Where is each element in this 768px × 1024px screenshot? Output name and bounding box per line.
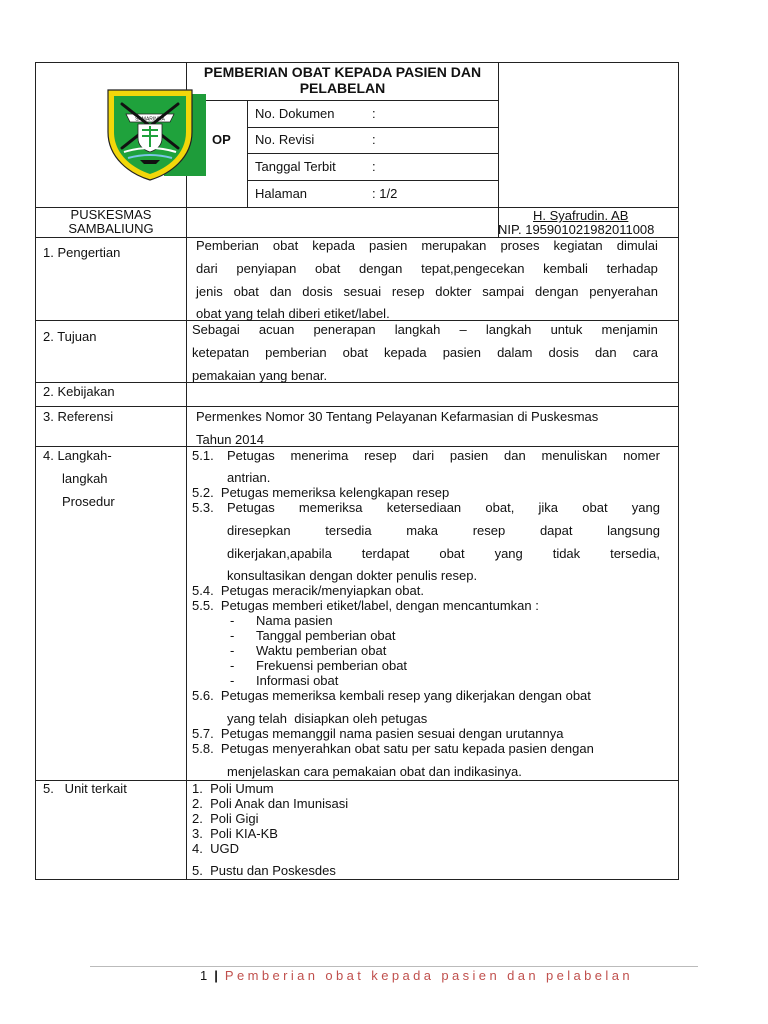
word: cara — [632, 345, 658, 360]
word: dengan — [359, 261, 403, 276]
row-line-4 — [35, 406, 678, 407]
step-5-1-line-2: antrian. — [227, 470, 271, 485]
signer-name: H. Syafrudin. AB — [533, 208, 629, 223]
unit-item-6: 5. Pustu dan Poskesdes — [192, 863, 336, 878]
title-line-2: PELABELAN — [299, 80, 386, 96]
word: pasien — [442, 345, 482, 360]
unit-item-5: 4. UGD — [192, 841, 239, 856]
word: obat — [233, 284, 259, 299]
label-item-dash-3: - — [230, 643, 235, 658]
header-row-line-3 — [247, 180, 499, 181]
section-label-kebijakan: 2. Kebijakan — [43, 384, 115, 399]
unit-item-4: 3. Poli KIA-KB — [192, 826, 278, 841]
tujuan-line-3: pemakaian yang benar. — [192, 368, 328, 383]
word: yang — [494, 546, 523, 561]
word: dimulai — [616, 238, 658, 253]
table-border-bottom — [35, 879, 678, 880]
word: proses — [500, 238, 540, 253]
word: Sebagai — [192, 322, 240, 337]
word: dikerjakan,apabila — [227, 546, 332, 561]
word: merupakan — [421, 238, 487, 253]
word: resep — [391, 284, 425, 299]
step-5-3-number: 5.3. — [192, 500, 214, 515]
footer-text: Pemberian obat kepada pasien dan pelabelan — [224, 968, 633, 983]
label-item-dash-1: - — [230, 613, 235, 628]
tujuan-line-1 — [192, 322, 658, 337]
table-border-left — [35, 62, 36, 880]
org-line-1: PUSKESMAS — [70, 207, 152, 222]
word: diresepkan — [227, 523, 291, 538]
word: dan — [594, 345, 617, 360]
header-row-line-0 — [186, 100, 499, 101]
step-5-6-line-1: 5.6. Petugas memeriksa kembali resep yang dikerjakan dengan obat — [192, 688, 591, 703]
table-border-top — [35, 62, 678, 63]
word: resep — [472, 523, 506, 538]
word: obat — [439, 546, 465, 561]
step-5-1-line-1 — [227, 448, 660, 463]
org-line-2: SAMBALIUNG — [68, 221, 154, 236]
word: tepat,pengecekan — [421, 261, 525, 276]
word: obat — [315, 261, 341, 276]
word: untuk — [550, 322, 583, 337]
word: resep — [364, 448, 397, 463]
step-5-6-line-2: yang telah disiapkan oleh petugas — [227, 711, 428, 726]
footer-rule — [90, 966, 698, 967]
footer — [200, 968, 633, 983]
header-row-line-1 — [247, 127, 499, 128]
label-item-4: Frekuensi pemberian obat — [256, 658, 408, 673]
label-item-dash-5: - — [230, 673, 235, 688]
logo-ribbon-text: SAMARINDA — [135, 116, 165, 123]
field-label-halaman: Halaman — [255, 186, 308, 201]
pengertian-line-2 — [196, 261, 658, 276]
word: kembali — [543, 261, 588, 276]
step-5-8-line-1: 5.8. Petugas menyerahkan obat satu per satu kepada pasien dengan — [192, 741, 594, 756]
word: pemberian — [265, 345, 327, 360]
word: penyerahan — [589, 284, 658, 299]
section-label-prosedur-1: 4. Langkah- — [43, 448, 112, 463]
word: ketersediaan — [386, 500, 462, 515]
sop-label: OP — [212, 132, 231, 147]
signer-nip: NIP. 195901021982011008 — [498, 222, 655, 237]
step-5-3-line-1 — [227, 500, 660, 515]
word: Petugas — [227, 500, 275, 515]
field-label-no-revisi: No. Revisi — [255, 132, 315, 147]
section-label-unit-terkait: 5. Unit terkait — [43, 781, 127, 796]
referensi-line-1: Permenkes Nomor 30 Tentang Pelayanan Kefarmasian di Puskesmas — [196, 409, 599, 424]
unit-item-1: 1. Poli Umum — [192, 781, 274, 796]
word: menjamin — [601, 322, 658, 337]
word: dokter — [435, 284, 472, 299]
footer-page-number: 1 — [200, 968, 208, 983]
header-row-line-2 — [247, 153, 499, 154]
word: dapat — [539, 523, 573, 538]
word: – — [459, 322, 467, 337]
word: kegiatan — [553, 238, 603, 253]
step-5-5: 5.5. Petugas memberi etiket/label, dengan mencantumkan : — [192, 598, 539, 613]
word: Pemberian — [196, 238, 259, 253]
word: obat — [272, 238, 299, 253]
word: sesuai — [343, 284, 382, 299]
field-label-tanggal-terbit: Tanggal Terbit — [255, 159, 336, 174]
pengertian-line-3 — [196, 284, 658, 299]
word: dan — [504, 448, 526, 463]
word: Petugas — [227, 448, 275, 463]
word: pasien — [449, 448, 489, 463]
word: dari — [412, 448, 435, 463]
step-5-3-line-3 — [227, 546, 660, 561]
word: jenis — [196, 284, 223, 299]
unit-item-3: 2. Poli Gigi — [192, 811, 259, 826]
pengertian-line-1 — [196, 238, 658, 253]
step-5-4: 5.4. Petugas meracik/menyiapkan obat. — [192, 583, 424, 598]
word: pasien — [368, 238, 408, 253]
header-col-line-right — [498, 62, 499, 207]
field-value-no-dokumen: : — [372, 106, 376, 121]
word: menerima — [290, 448, 349, 463]
section-label-prosedur-2: langkah — [62, 471, 108, 486]
label-item-2: Tanggal pemberian obat — [256, 628, 396, 643]
field-value-tanggal-terbit: : — [372, 159, 376, 174]
document-title — [187, 64, 498, 96]
word: obat — [342, 345, 368, 360]
step-5-1-number: 5.1. — [192, 448, 214, 463]
word: obat — [582, 500, 608, 515]
label-item-dash-4: - — [230, 658, 235, 673]
word: dosis — [548, 345, 579, 360]
row-line-5 — [35, 446, 678, 447]
label-item-1: Nama pasien — [256, 613, 333, 628]
section-label-tujuan: 2. Tujuan — [43, 329, 97, 344]
step-5-3-line-2 — [227, 523, 660, 538]
word: kepada — [384, 345, 427, 360]
footer-separator: | — [214, 968, 218, 983]
word: langkah — [485, 322, 532, 337]
section-label-pengertian: 1. Pengertian — [43, 245, 121, 260]
referensi-line-2: Tahun 2014 — [196, 432, 264, 447]
word: tersedia, — [610, 546, 660, 561]
body-col-line — [186, 237, 187, 880]
label-item-3: Waktu pemberian obat — [256, 643, 387, 658]
section-label-prosedur-3: Prosedur — [62, 494, 115, 509]
section-label-referensi: 3. Referensi — [43, 409, 114, 424]
word: dari — [196, 261, 218, 276]
step-5-8-line-2: menjelaskan cara pemakaian obat dan indikasinya. — [227, 764, 522, 779]
word: tidak — [552, 546, 581, 561]
field-value-no-revisi: : — [372, 132, 376, 147]
org-name — [36, 208, 186, 236]
puskesmas-logo — [104, 86, 206, 182]
word: langkah — [394, 322, 441, 337]
tujuan-line-2 — [192, 345, 658, 360]
word: kepada — [312, 238, 355, 253]
word: sampai — [482, 284, 525, 299]
word: penerapan — [313, 322, 376, 337]
unit-item-2: 2. Poli Anak dan Imunisasi — [192, 796, 349, 811]
step-5-2: 5.2. Petugas memeriksa kelengkapan resep — [192, 485, 450, 500]
word: acuan — [258, 322, 295, 337]
word: menuliskan — [541, 448, 608, 463]
label-item-dash-2: - — [230, 628, 235, 643]
step-5-7: 5.7. Petugas memanggil nama pasien sesuai dengan urutannya — [192, 726, 564, 741]
title-line-1: PEMBERIAN OBAT KEPADA PASIEN DAN — [203, 64, 482, 80]
word: memeriksa — [298, 500, 363, 515]
row-line-6 — [35, 780, 678, 781]
field-label-no-dokumen: No. Dokumen — [255, 106, 335, 121]
word: nomer — [623, 448, 660, 463]
label-item-5: Informasi obat — [256, 673, 339, 688]
word: ketepatan — [192, 345, 250, 360]
org-row-line-left — [186, 207, 187, 237]
word: maka — [406, 523, 439, 538]
word: obat, — [485, 500, 515, 515]
pengertian-line-4: obat yang telah diberi etiket/label. — [196, 306, 390, 321]
word: dengan — [535, 284, 579, 299]
word: yang — [631, 500, 660, 515]
word: dalam — [497, 345, 533, 360]
word: penyiapan — [236, 261, 297, 276]
word: terhadap — [606, 261, 658, 276]
word: tersedia — [325, 523, 372, 538]
word: dosis — [302, 284, 333, 299]
step-5-3-line-4: konsultasikan dengan dokter penulis resep. — [227, 568, 478, 583]
word: jika — [538, 500, 559, 515]
word: terdapat — [361, 546, 410, 561]
word: dan — [269, 284, 292, 299]
field-value-halaman: : 1/2 — [372, 186, 398, 201]
table-border-right — [678, 62, 679, 880]
word: langsung — [607, 523, 660, 538]
row-line-3 — [35, 382, 678, 383]
